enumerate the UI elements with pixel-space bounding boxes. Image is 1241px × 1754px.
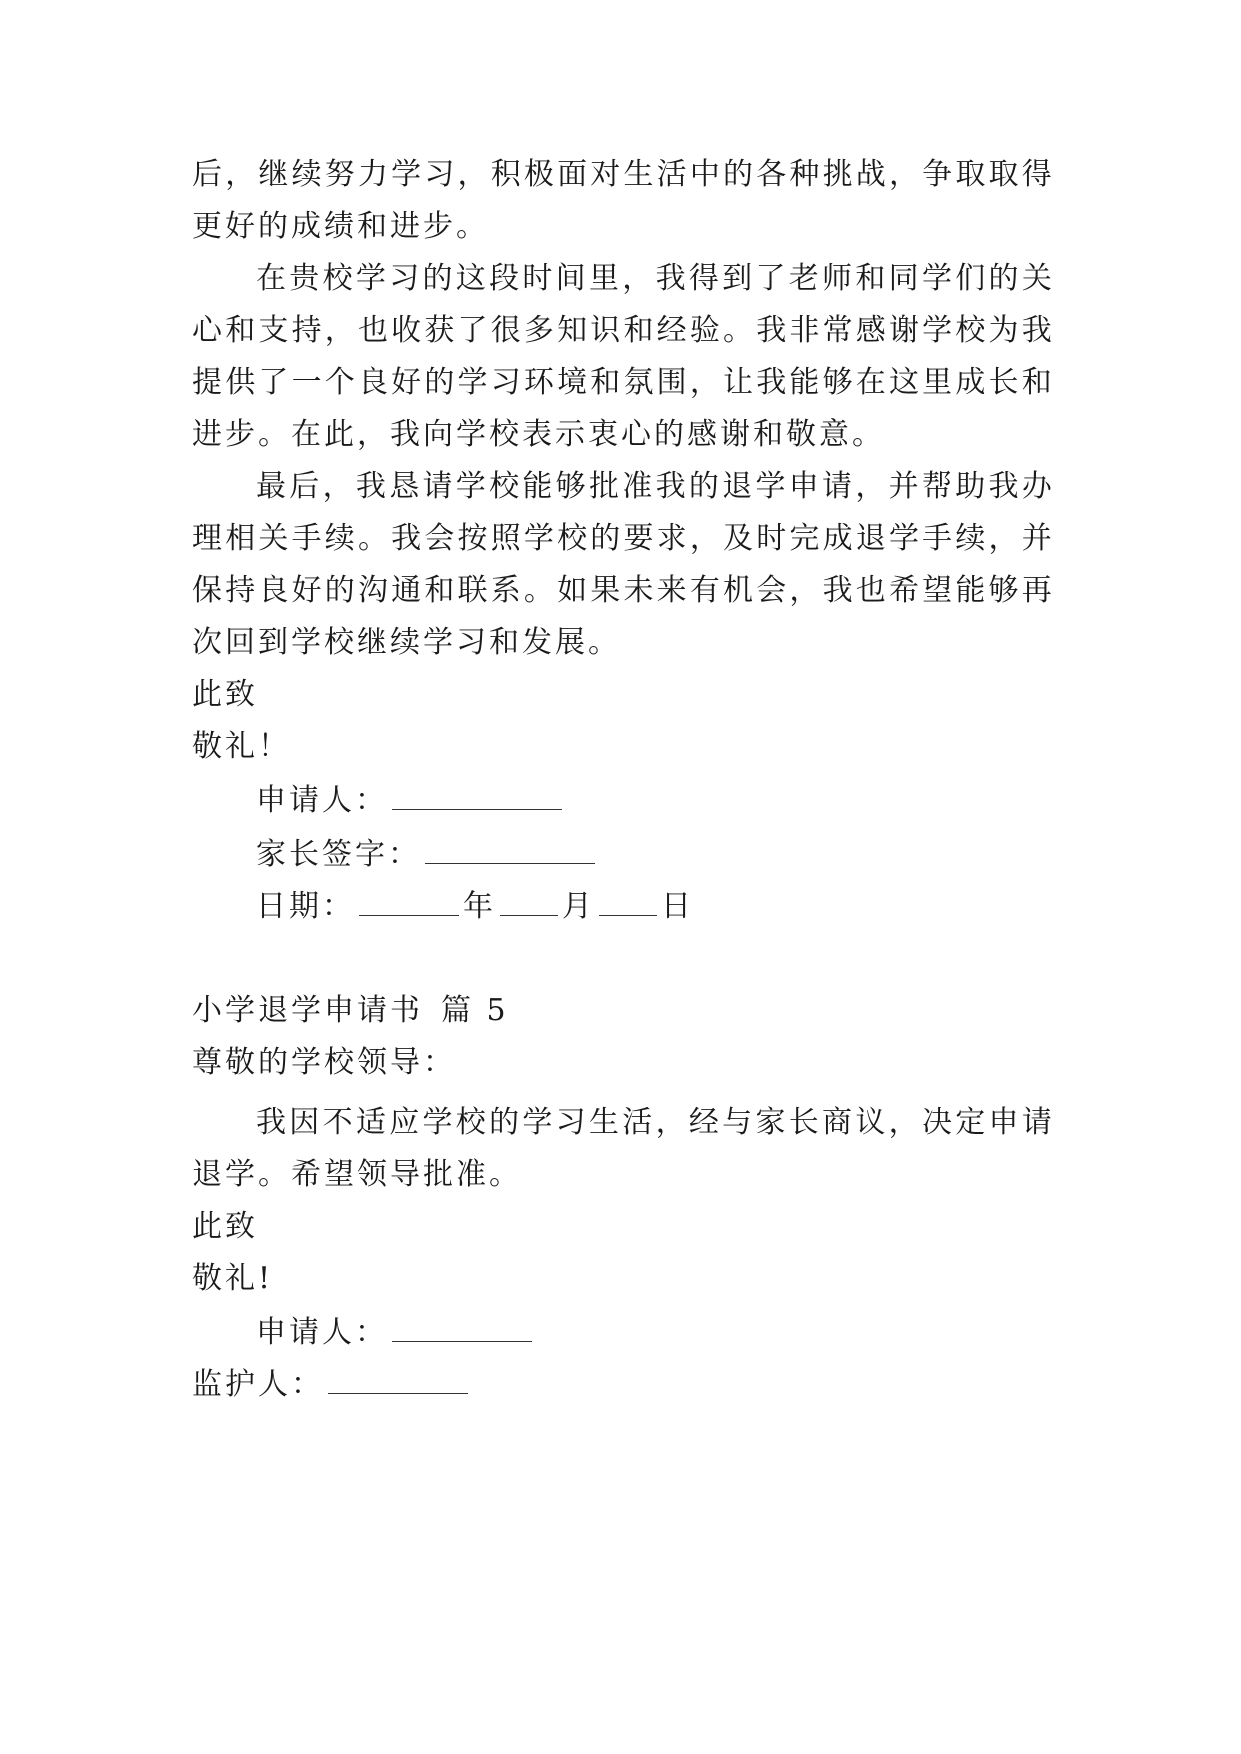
parent-signature-line <box>256 835 599 875</box>
date-line <box>256 887 694 927</box>
paragraph-line: 在 贵 校 学 习 的 这 段 时 间 里 ， 我 得 到 了 老 师 和 同 学 们 的 关 <box>256 261 1052 296</box>
year-blank <box>359 887 459 916</box>
paragraph-line: 我 因 不 适 应 学 校 的 学 习 生 活 ， 经 与 家 长 商 议 ， 决 定 申 请 <box>256 1105 1052 1140</box>
applicant-blank <box>392 1313 532 1342</box>
guardian-label: 监护人： <box>192 1367 324 1402</box>
closing-line: 此致 <box>192 677 258 712</box>
paragraph-line: 进步。在此，我向学校表示衷心的感谢和敬意。 <box>192 417 885 452</box>
section-title-text: 小学退学申请书 <box>192 993 423 1028</box>
closing-line: 敬礼! <box>192 1261 274 1296</box>
guardian-signature-line <box>192 1365 472 1405</box>
paragraph-line: 提 供 了 一 个 良 好 的 学 习 环 境 和 氛 围 ， 让 我 能 够 在 这 里 成 长 和 <box>192 365 1052 400</box>
paragraph-line: 次回到学校继续学习和发展。 <box>192 625 621 660</box>
closing-line: 此致 <box>192 1209 258 1244</box>
paragraph-line: 后 ， 继 续 努 力 学 习 ， 积 极 面 对 生 活 中 的 各 种 挑 战 ， 争 取 取 得 <box>192 157 1052 192</box>
section-title-suffix: 篇 5 <box>441 993 509 1028</box>
applicant-label: 申请人： <box>256 783 388 818</box>
parent-blank <box>425 835 595 864</box>
paragraph-line: 更好的成绩和进步。 <box>192 209 489 244</box>
parent-label: 家长签字： <box>256 837 421 872</box>
date-label: 日期： <box>256 889 355 924</box>
paragraph-line: 保 持 良 好 的 沟 通 和 联 系 。 如 果 未 来 有 机 会 ， 我 也 希 望 能 够 再 <box>192 573 1052 608</box>
salutation: 尊敬的学校领导： <box>192 1045 456 1080</box>
applicant-signature-line <box>256 781 566 821</box>
day-blank <box>599 887 657 916</box>
paragraph-line: 退学。希望领导批准。 <box>192 1157 522 1192</box>
paragraph-line: 心 和 支 持 ， 也 收 获 了 很 多 知 识 和 经 验 。 我 非 常 感 谢 学 校 为 我 <box>192 313 1052 348</box>
applicant-label: 申请人： <box>256 1315 388 1350</box>
month-blank <box>500 887 558 916</box>
applicant-blank <box>392 781 562 810</box>
paragraph-line: 最 后 ， 我 恳 请 学 校 能 够 批 准 我 的 退 学 申 请 ， 并 帮 助 我 办 <box>256 469 1052 504</box>
closing-line: 敬礼！ <box>192 729 291 764</box>
year-label: 年 <box>463 889 496 924</box>
paragraph-line: 理 相 关 手 续 。 我 会 按 照 学 校 的 要 求 ， 及 时 完 成 退 学 手 续 ， 并 <box>192 521 1052 556</box>
applicant-signature-line <box>256 1313 536 1353</box>
day-label: 日 <box>661 889 694 924</box>
section-title <box>192 991 509 1031</box>
month-label: 月 <box>562 889 595 924</box>
guardian-blank <box>328 1365 468 1394</box>
